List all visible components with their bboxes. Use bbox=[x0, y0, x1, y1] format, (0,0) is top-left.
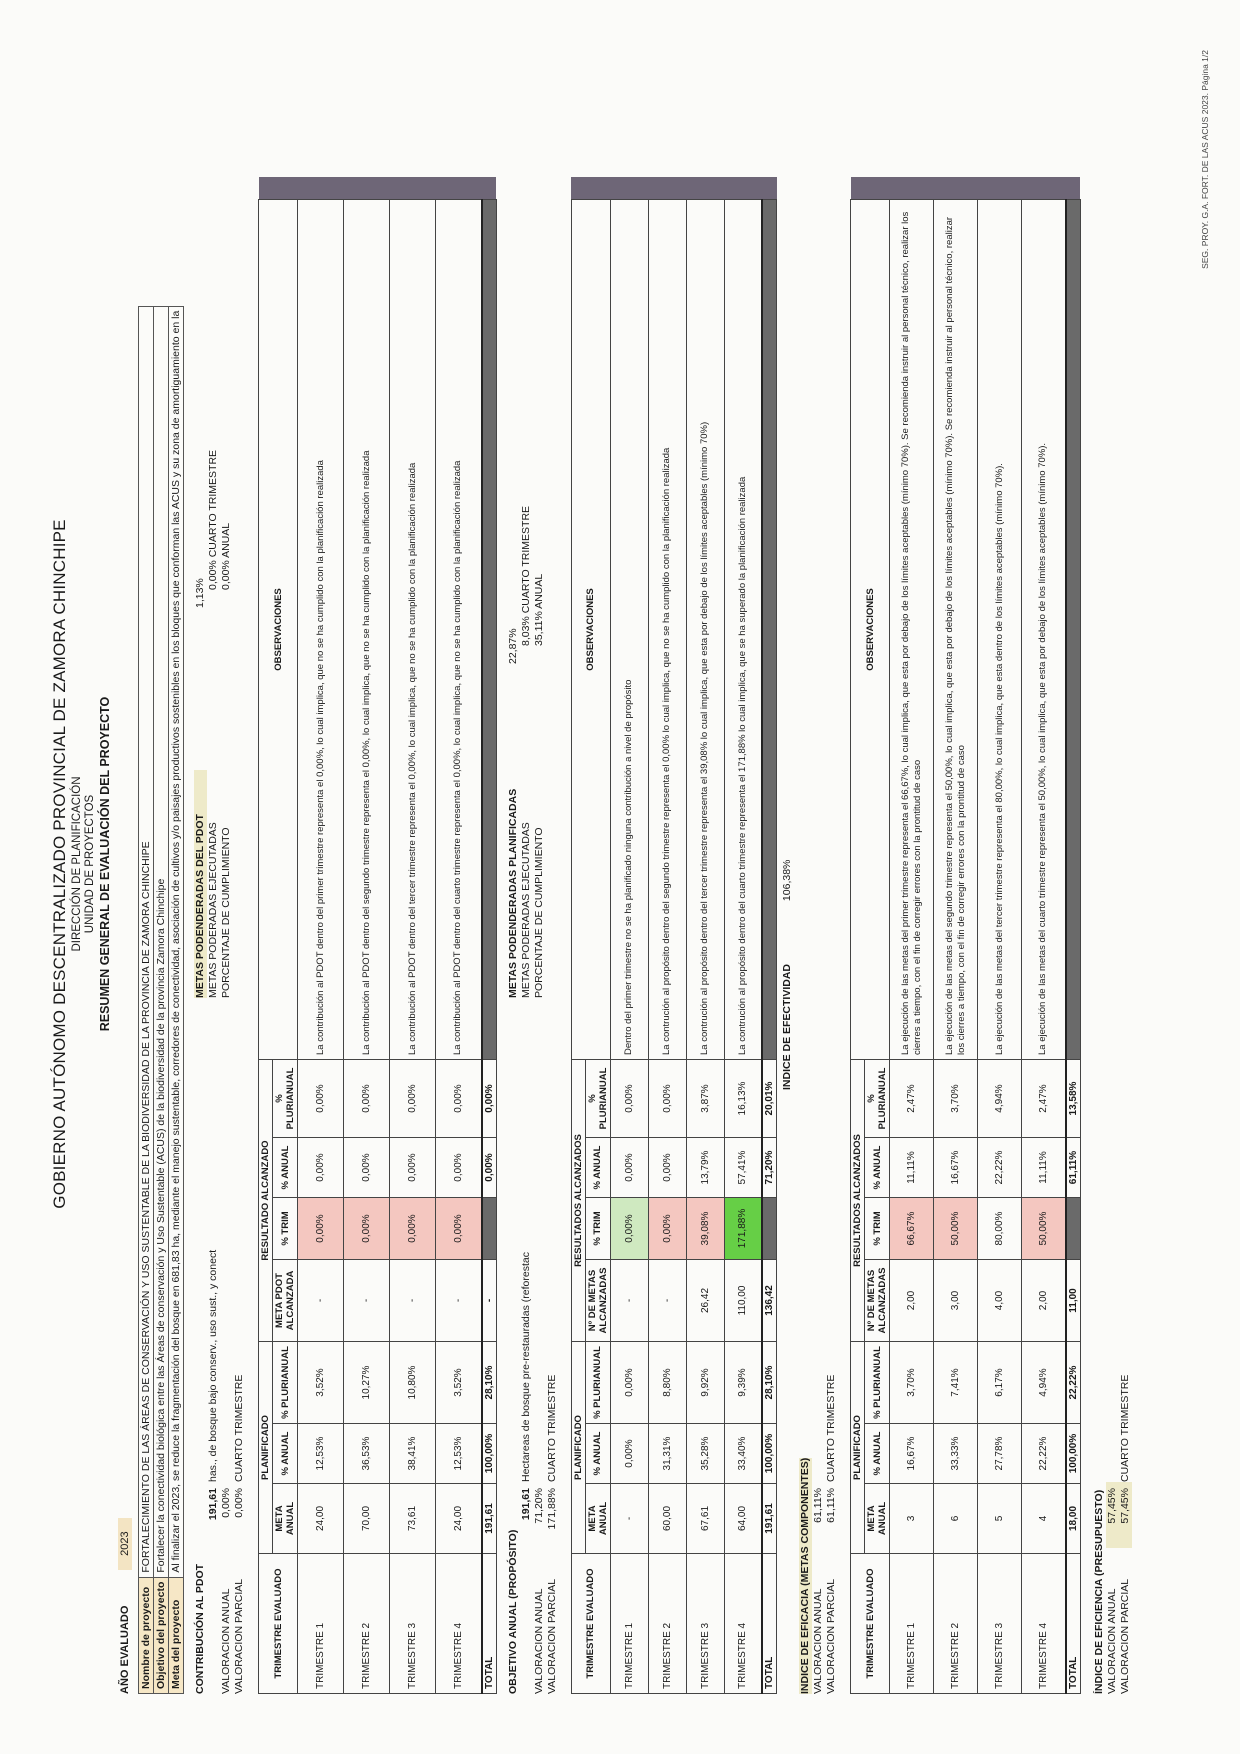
planned-group-header: PLANIFICADO bbox=[571, 1342, 585, 1554]
efficacy-annual-value: 61,11% bbox=[812, 1488, 824, 1523]
value-cell: 10,80% bbox=[390, 1342, 436, 1424]
purpose-weighted-values bbox=[507, 506, 546, 664]
table-row bbox=[344, 178, 390, 1694]
value-cell: 4,94% bbox=[978, 1060, 1022, 1138]
col-trimestre-header: TRIMESTRE EVALUADO bbox=[259, 1554, 298, 1694]
purpose-title: OBJETIVO ANUAL (PROPÓSITO) bbox=[506, 1529, 519, 1694]
document-header bbox=[50, 34, 112, 1694]
value-cell: 12,53% bbox=[298, 1424, 344, 1484]
value-cell: 22,22% bbox=[1022, 1424, 1066, 1484]
efficiency-annual-label: VALORACION ANUAL bbox=[1105, 1588, 1118, 1694]
year-value: 2023 bbox=[118, 1518, 132, 1570]
column-header: % PLURIANUAL bbox=[865, 1060, 890, 1138]
table-row bbox=[1022, 178, 1066, 1694]
value-cell: 4,00 bbox=[978, 1260, 1022, 1342]
observation-cell: La contrución al propósito dentro del cuarto trimestre representa el 171,88% lo cual implica, que se ha superado la planificación realizada bbox=[724, 200, 762, 1060]
efficacy-partial-value: 61,11% bbox=[825, 1488, 837, 1523]
value-cell: 0,00% bbox=[344, 1198, 390, 1260]
value-cell: 10,27% bbox=[344, 1342, 390, 1424]
total-row bbox=[1066, 178, 1081, 1694]
col-trimestre-header: TRIMESTRE EVALUADO bbox=[851, 1554, 890, 1694]
observations-header: OBSERVACIONES bbox=[571, 200, 610, 1060]
pdot-row-label bbox=[207, 1548, 220, 1694]
total-observation-cell bbox=[762, 200, 777, 1060]
pdot-weighted-values bbox=[194, 450, 233, 608]
efficiency-summary bbox=[1093, 34, 1132, 1694]
purpose-annual-value: 71,20% bbox=[532, 1488, 545, 1524]
value-cell: 0,00% bbox=[610, 1424, 648, 1484]
table-row bbox=[724, 178, 762, 1694]
total-cell bbox=[482, 1198, 497, 1260]
value-cell: 171,88% bbox=[724, 1198, 762, 1260]
value-cell: 50,00% bbox=[1022, 1198, 1066, 1260]
purpose-summary bbox=[507, 34, 559, 1694]
value-cell: 6 bbox=[934, 1484, 978, 1554]
observation-cell: La ejecución de las metas del cuarto trimestre representa el 50,00%, lo cual implica, que esta por debajo de los límites aceptables (mínimo 70%). bbox=[1022, 200, 1066, 1060]
table-header-row bbox=[259, 178, 273, 1694]
value-cell: 0,00% bbox=[610, 1198, 648, 1260]
total-cell: 136,42 bbox=[762, 1260, 777, 1342]
total-cell: 20,01% bbox=[762, 1060, 777, 1138]
trimester-label: TRIMESTRE 4 bbox=[436, 1554, 482, 1694]
observation-cell: La ejecución de las metas del segundo trimestre representa el 50,00%, lo cual implica, que esta por debajo de los límites aceptables (mínimo 70%). Se recomienda instruir al personal técnico, realizar los cierres a tiempo, con el fin de corregir errores con la prontitud de caso bbox=[934, 200, 978, 1060]
total-label: TOTAL bbox=[762, 1554, 777, 1694]
trimester-label: TRIMESTRE 1 bbox=[298, 1554, 344, 1694]
purpose-executed-value: 8,03% bbox=[519, 616, 532, 646]
value-cell: 35,28% bbox=[686, 1424, 724, 1484]
purpose-compliance-value: 35,11% bbox=[532, 611, 545, 646]
value-cell: 13,79% bbox=[686, 1138, 724, 1198]
value-cell: 11,11% bbox=[1022, 1138, 1066, 1198]
trimester-label: TRIMESTRE 3 bbox=[390, 1554, 436, 1694]
observation-cell: La contribución al PDOT dentro del segundo trimestre representa el 0,00%, lo cual implica, que no se ha cumplido con la planificación realizada bbox=[344, 200, 390, 1060]
purpose-row-label bbox=[520, 1548, 533, 1694]
purpose-partial-value: 171,88% bbox=[545, 1488, 558, 1530]
trimester-label: TRIMESTRE 1 bbox=[890, 1554, 934, 1694]
trimester-label: TRIMESTRE 3 bbox=[686, 1554, 724, 1694]
total-cell: 28,10% bbox=[762, 1342, 777, 1424]
total-cell bbox=[762, 1198, 777, 1260]
value-cell: 6,17% bbox=[978, 1342, 1022, 1424]
observations-header: OBSERVACIONES bbox=[259, 200, 298, 1060]
total-cell: 18,00 bbox=[1066, 1484, 1081, 1554]
value-cell: 0,00% bbox=[648, 1060, 686, 1138]
column-header: % TRIM bbox=[865, 1198, 890, 1260]
value-cell: 0,00% bbox=[648, 1198, 686, 1260]
total-label: TOTAL bbox=[1066, 1554, 1081, 1694]
value-cell: 33,40% bbox=[724, 1424, 762, 1484]
project-goal-row bbox=[169, 306, 184, 1693]
side-bar bbox=[851, 178, 1081, 200]
table-row bbox=[298, 178, 344, 1694]
trimester-label: TRIMESTRE 4 bbox=[1022, 1554, 1066, 1694]
value-cell: 2,47% bbox=[1022, 1060, 1066, 1138]
value-cell: 0,00% bbox=[436, 1138, 482, 1198]
efficiency-annual-value: 57,45% bbox=[1106, 1482, 1119, 1548]
total-cell: 100,00% bbox=[482, 1424, 497, 1484]
efficacy-summary bbox=[799, 34, 838, 1694]
value-cell: 67,61 bbox=[686, 1484, 724, 1554]
value-cell: 0,00% bbox=[648, 1138, 686, 1198]
value-cell: 0,00% bbox=[344, 1138, 390, 1198]
pdot-goal-value: 191,61 bbox=[207, 1488, 219, 1521]
table-row bbox=[610, 178, 648, 1694]
column-header: % PLURIANUAL bbox=[585, 1060, 610, 1138]
column-header: Nº DE METAS ALCANZADAS bbox=[585, 1260, 610, 1342]
pdot-compliance-value: 0,00% bbox=[220, 560, 232, 590]
col-trimestre-header: TRIMESTRE EVALUADO bbox=[571, 1554, 610, 1694]
total-cell: 0,00% bbox=[482, 1060, 497, 1138]
value-cell: 3,52% bbox=[298, 1342, 344, 1424]
value-cell: 4,94% bbox=[1022, 1342, 1066, 1424]
value-cell: 3,00 bbox=[934, 1260, 978, 1342]
value-cell: 38,41% bbox=[390, 1424, 436, 1484]
side-bar bbox=[571, 178, 777, 200]
purpose-partial-label: VALORACION PARCIAL bbox=[545, 1578, 558, 1694]
value-cell: 2,47% bbox=[890, 1060, 934, 1138]
value-cell: - bbox=[648, 1260, 686, 1342]
total-cell: 11,00 bbox=[1066, 1260, 1081, 1342]
column-header: % TRIM bbox=[273, 1198, 298, 1260]
pdot-compliance-extra: ANUAL bbox=[220, 522, 232, 558]
observations-header: OBSERVACIONES bbox=[851, 200, 890, 1060]
value-cell: 73,61 bbox=[390, 1484, 436, 1554]
observation-cell: La contribución al PDOT dentro del primer trimestre representa el 0,00%, lo cual implica, que no se ha cumplido con la planificación realizada bbox=[298, 200, 344, 1060]
pdot-goal-text: has., de bosque bajo conserv., uso sust., y conect bbox=[207, 1249, 219, 1482]
value-cell: 16,13% bbox=[724, 1060, 762, 1138]
column-header: % PLURIANUAL bbox=[273, 1342, 298, 1424]
column-header: % PLURIANUAL bbox=[273, 1060, 298, 1138]
pdot-title: CONTRIBUCIÓN AL PDOT bbox=[194, 1563, 206, 1694]
value-cell: 0,00% bbox=[390, 1198, 436, 1260]
efficiency-partial-value: 57,45% bbox=[1119, 1482, 1132, 1548]
planned-group-header: PLANIFICADO bbox=[851, 1342, 865, 1554]
total-cell: 28,10% bbox=[482, 1342, 497, 1424]
table-row bbox=[390, 178, 436, 1694]
value-cell: 27,78% bbox=[978, 1424, 1022, 1484]
column-header: % ANUAL bbox=[273, 1138, 298, 1198]
value-cell: 16,67% bbox=[890, 1424, 934, 1484]
column-header: % ANUAL bbox=[865, 1138, 890, 1198]
value-cell: - bbox=[436, 1260, 482, 1342]
pdot-compliance-label: PORCENTAJE DE CUMPLIMIENTO bbox=[220, 827, 232, 998]
trimester-label: TRIMESTRE 2 bbox=[344, 1554, 390, 1694]
efficacy-evaluation-table bbox=[850, 178, 1081, 1695]
total-cell: 100,00% bbox=[762, 1424, 777, 1484]
project-info-table bbox=[138, 306, 184, 1694]
efficacy-annual-label: VALORACION ANUAL bbox=[812, 1588, 824, 1694]
purpose-weighted-metrics bbox=[507, 770, 546, 998]
table-row bbox=[436, 178, 482, 1694]
efficacy-title: INDICE DE EFICACIA (METAS COMPONENTES) bbox=[799, 1457, 811, 1694]
pdot-partial-label: VALORACION PARCIAL bbox=[233, 1578, 245, 1694]
trimester-label: TRIMESTRE 2 bbox=[648, 1554, 686, 1694]
value-cell: 110,00 bbox=[724, 1260, 762, 1342]
total-cell: - bbox=[482, 1260, 497, 1342]
results-group-header: RESULTADOS ALCANZADOS bbox=[571, 1060, 585, 1342]
value-cell: 0,00% bbox=[298, 1060, 344, 1138]
value-cell: 66,67% bbox=[890, 1198, 934, 1260]
value-cell: 0,00% bbox=[610, 1060, 648, 1138]
effectiveness-label: INDICE DE EFECTIVIDAD bbox=[781, 963, 793, 1090]
value-cell: 39,08% bbox=[686, 1198, 724, 1260]
purpose-executed-extra: CUARTO TRIMESTRE bbox=[519, 505, 532, 614]
column-header: META ANUAL bbox=[585, 1484, 610, 1554]
column-header: % ANUAL bbox=[585, 1138, 610, 1198]
effectiveness-value: 106,38% bbox=[781, 859, 793, 902]
report-title: RESUMEN GENERAL DE EVALUACIÓN DEL PROYECTO bbox=[98, 696, 112, 1032]
observation-cell: La ejecución de las metas del tercer trimestre representa el 80,00%, lo cual implica, que esta dentro de los límites aceptables (mínimo 70%). bbox=[978, 200, 1022, 1060]
pdot-weighted-label: METAS PODENDERADAS DEL PDOT bbox=[194, 770, 207, 998]
pdot-summary bbox=[194, 34, 246, 1694]
value-cell: 70,00 bbox=[344, 1484, 390, 1554]
efficacy-partial-label: VALORACION PARCIAL bbox=[825, 1578, 837, 1694]
observation-cell: La contrución al propósito dentro del tercer trimestre representa el 39,08% lo cual implica, que esta por debajo de los límites aceptables (mínimo 70%) bbox=[686, 200, 724, 1060]
side-bar bbox=[259, 178, 497, 200]
trimester-label: TRIMESTRE 3 bbox=[978, 1554, 1022, 1694]
column-header: META PDOT ALCANZADA bbox=[273, 1260, 298, 1342]
total-cell: 22,22% bbox=[1066, 1342, 1081, 1424]
pdot-annual-label: VALORACION ANUAL bbox=[220, 1588, 232, 1694]
observation-cell: La contribución al PDOT dentro del tercer trimestre representa el 0,00%, lo cual implica, que no se ha cumplido con la planificación realizada bbox=[390, 200, 436, 1060]
trimester-label: TRIMESTRE 1 bbox=[610, 1554, 648, 1694]
column-header: META ANUAL bbox=[865, 1484, 890, 1554]
value-cell: 0,00% bbox=[298, 1138, 344, 1198]
column-header: Nº DE METAS ALCANZADAS bbox=[865, 1260, 890, 1342]
value-cell: 0,00% bbox=[344, 1060, 390, 1138]
value-cell: - bbox=[610, 1260, 648, 1342]
trimester-label: TRIMESTRE 2 bbox=[934, 1554, 978, 1694]
project-goal-label: Meta del proyecto bbox=[169, 1577, 184, 1693]
pdot-partial-text: CUARTO TRIMESTRE bbox=[233, 1374, 245, 1482]
value-cell: 3,70% bbox=[890, 1342, 934, 1424]
project-objective-row bbox=[154, 306, 169, 1693]
table-header-row bbox=[851, 178, 865, 1694]
value-cell: - bbox=[390, 1260, 436, 1342]
project-name-row bbox=[139, 306, 154, 1693]
value-cell: 33,33% bbox=[934, 1424, 978, 1484]
value-cell: 50,00% bbox=[934, 1198, 978, 1260]
total-cell: 191,61 bbox=[762, 1484, 777, 1554]
value-cell: 0,00% bbox=[436, 1198, 482, 1260]
observation-cell: La contrución al propósito dentro del segundo trimestre representa el 0,00% lo cual implica, que no se ha cumplido con la planificación realizada bbox=[648, 200, 686, 1060]
purpose-partial-text: CUARTO TRIMESTRE bbox=[545, 1374, 558, 1482]
table-row bbox=[686, 178, 724, 1694]
column-header: % ANUAL bbox=[585, 1424, 610, 1484]
value-cell: 0,00% bbox=[298, 1198, 344, 1260]
efficiency-partial-text: CUARTO TRIMESTRE bbox=[1118, 1374, 1131, 1482]
purpose-compliance-label: PORCENTAJE DE CUMPLIMIENTO bbox=[532, 827, 545, 998]
results-group-header: RESULTADO ALCANZADO bbox=[259, 1060, 273, 1342]
pdot-partial-value: 0,00% bbox=[233, 1488, 245, 1518]
value-cell: 3 bbox=[890, 1484, 934, 1554]
value-cell: 7,41% bbox=[934, 1342, 978, 1424]
value-cell: 12,53% bbox=[436, 1424, 482, 1484]
pdot-executed-value: 0,00% bbox=[207, 560, 219, 590]
direction-name: DIRECCIÓN DE PLANIFICACIÓN bbox=[71, 776, 83, 952]
total-observation-cell bbox=[1066, 200, 1081, 1060]
project-name-label: Nombre de proyecto bbox=[139, 1577, 154, 1693]
value-cell: 0,00% bbox=[610, 1342, 648, 1424]
value-cell: - bbox=[610, 1484, 648, 1554]
trimester-label: TRIMESTRE 4 bbox=[724, 1554, 762, 1694]
pdot-executed-extra: CUARTO TRIMESTRE bbox=[207, 449, 219, 558]
value-cell: 0,00% bbox=[390, 1138, 436, 1198]
project-objective-label: Objetivo del proyecto bbox=[154, 1577, 169, 1693]
project-objective-value: Fortalecer la conectividad biológica entre las Áreas de conservación y Uso Sustentable (ACUS) de la biodiversidad de la provincia Zamora Chinchipe bbox=[154, 306, 169, 1577]
value-cell: 2,00 bbox=[890, 1260, 934, 1342]
value-cell: 16,67% bbox=[934, 1138, 978, 1198]
project-name-value: FORTALECIMIENTO DE LAS ÁREAS DE CONSERVACIÓN Y USO SUSTENTABLE DE LA BIODIVERSIDAD DE LA PROVINCIA DE ZAMORA CHINCHIPE bbox=[139, 306, 154, 1577]
total-cell: 0,00% bbox=[482, 1138, 497, 1198]
value-cell: 11,11% bbox=[890, 1138, 934, 1198]
purpose-weighted-value: 22,87% bbox=[506, 628, 519, 664]
effectiveness-index bbox=[781, 34, 793, 1694]
value-cell: 8,80% bbox=[648, 1342, 686, 1424]
value-cell: 24,00 bbox=[436, 1484, 482, 1554]
value-cell: - bbox=[344, 1260, 390, 1342]
planned-group-header: PLANIFICADO bbox=[259, 1342, 273, 1554]
year-evaluated bbox=[118, 34, 132, 1694]
column-header: % ANUAL bbox=[273, 1424, 298, 1484]
table-header-row bbox=[571, 178, 585, 1694]
value-cell: 64,00 bbox=[724, 1484, 762, 1554]
value-cell: 36,53% bbox=[344, 1424, 390, 1484]
total-cell: 61,11% bbox=[1066, 1138, 1081, 1198]
total-cell: 100,00% bbox=[1066, 1424, 1081, 1484]
value-cell: 22,22% bbox=[978, 1138, 1022, 1198]
pdot-weighted-metrics bbox=[194, 770, 233, 998]
value-cell: 31,31% bbox=[648, 1424, 686, 1484]
table-row bbox=[978, 178, 1022, 1694]
value-cell: 60,00 bbox=[648, 1484, 686, 1554]
value-cell: 3,70% bbox=[934, 1060, 978, 1138]
institution-title: GOBIERNO AUTÓNOMO DESCENTRALIZADO PROVINCIAL DE ZAMORA CHINCHIPE bbox=[50, 519, 69, 1209]
pdot-weighted-value: 1,13% bbox=[194, 578, 206, 608]
total-label: TOTAL bbox=[482, 1554, 497, 1694]
efficiency-title: ÍNDICE DE EFICIENCIA (PRESUPUESTO) bbox=[1092, 1489, 1105, 1694]
purpose-goal-value: 191,61 bbox=[519, 1488, 532, 1521]
column-header: % TRIM bbox=[585, 1198, 610, 1260]
value-cell: 26,42 bbox=[686, 1260, 724, 1342]
value-cell: - bbox=[298, 1260, 344, 1342]
page-footer: SEG. PROY. G.A. FORT. DE LAS ACUS 2023. Página 1/2 bbox=[1200, 50, 1210, 269]
total-cell: 13,58% bbox=[1066, 1060, 1081, 1138]
unit-name: UNIDAD DE PROYECTOS bbox=[84, 794, 96, 934]
total-cell bbox=[1066, 1198, 1081, 1260]
value-cell: 57,41% bbox=[724, 1138, 762, 1198]
pdot-evaluation-table bbox=[258, 178, 497, 1695]
pdot-annual-value: 0,00% bbox=[220, 1488, 232, 1518]
total-row bbox=[482, 178, 497, 1694]
value-cell: 0,00% bbox=[390, 1060, 436, 1138]
purpose-executed-label: METAS PODERADAS EJECUTADAS bbox=[519, 822, 532, 998]
total-cell: 71,20% bbox=[762, 1138, 777, 1198]
results-group-header: RESULTADOS ALCANZADOS bbox=[851, 1060, 865, 1342]
column-header: % PLURIANUAL bbox=[585, 1342, 610, 1424]
value-cell: 4 bbox=[1022, 1484, 1066, 1554]
value-cell: 24,00 bbox=[298, 1484, 344, 1554]
value-cell: 9,39% bbox=[724, 1342, 762, 1424]
column-header: META ANUAL bbox=[273, 1484, 298, 1554]
observation-cell: La contribución al PDOT dentro del cuarto trimestre representa el 0,00%, lo cual implica, que no se ha cumplido con la planificación realizada bbox=[436, 200, 482, 1060]
table-row bbox=[934, 178, 978, 1694]
total-cell: 191,61 bbox=[482, 1484, 497, 1554]
efficiency-partial-label: VALORACION PARCIAL bbox=[1118, 1578, 1131, 1694]
total-row bbox=[762, 178, 777, 1694]
table-row bbox=[890, 178, 934, 1694]
value-cell: 2,00 bbox=[1022, 1260, 1066, 1342]
value-cell: 9,92% bbox=[686, 1342, 724, 1424]
value-cell: 5 bbox=[978, 1484, 1022, 1554]
value-cell: 3,52% bbox=[436, 1342, 482, 1424]
column-header: % ANUAL bbox=[865, 1424, 890, 1484]
purpose-weighted-label: METAS PODENDERADAS PLANIFICADAS bbox=[506, 788, 519, 998]
purpose-goal-text: Hectareas de bosque pre-restauradas (reforestac bbox=[519, 1252, 532, 1482]
purpose-compliance-extra: ANUAL bbox=[532, 573, 545, 609]
pdot-executed-label: METAS PODERADAS EJECUTADAS bbox=[207, 822, 219, 998]
purpose-annual-label: VALORACION ANUAL bbox=[532, 1588, 545, 1694]
efficacy-partial-text: CUARTO TRIMESTRE bbox=[825, 1374, 837, 1482]
value-cell: 80,00% bbox=[978, 1198, 1022, 1260]
value-cell: 3,87% bbox=[686, 1060, 724, 1138]
table-row bbox=[648, 178, 686, 1694]
year-label: AÑO EVALUADO bbox=[119, 1605, 131, 1694]
project-goal-value: Al finalizar el 2023, se reduce la fragmentación del bosque en 681,83 ha, mediante el manejo sustentable, corredores de conectividad, asociación de cultivos y/o paisajes productivos sostenibles en los bloques que conforman las ACUS y su zona de amortiguamiento en la bbox=[169, 306, 184, 1577]
purpose-evaluation-table bbox=[571, 178, 778, 1695]
observation-cell: La ejecución de las metas del primer trimestre representa el 66,67%, lo cual implica, que esta por debajo de los límites aceptables (mínimo 70%). Se recomienda instruir al personal técnico, realizar los cierres a tiempo, con el fin de corregir errores con la prontitud de caso bbox=[890, 200, 934, 1060]
column-header: % PLURIANUAL bbox=[865, 1342, 890, 1424]
observation-cell: Dentro del primer trimestre no se ha planificado ninguna contribución a nivel de propósito bbox=[610, 200, 648, 1060]
value-cell: 0,00% bbox=[436, 1060, 482, 1138]
value-cell: 0,00% bbox=[610, 1138, 648, 1198]
total-observation-cell bbox=[482, 200, 497, 1060]
